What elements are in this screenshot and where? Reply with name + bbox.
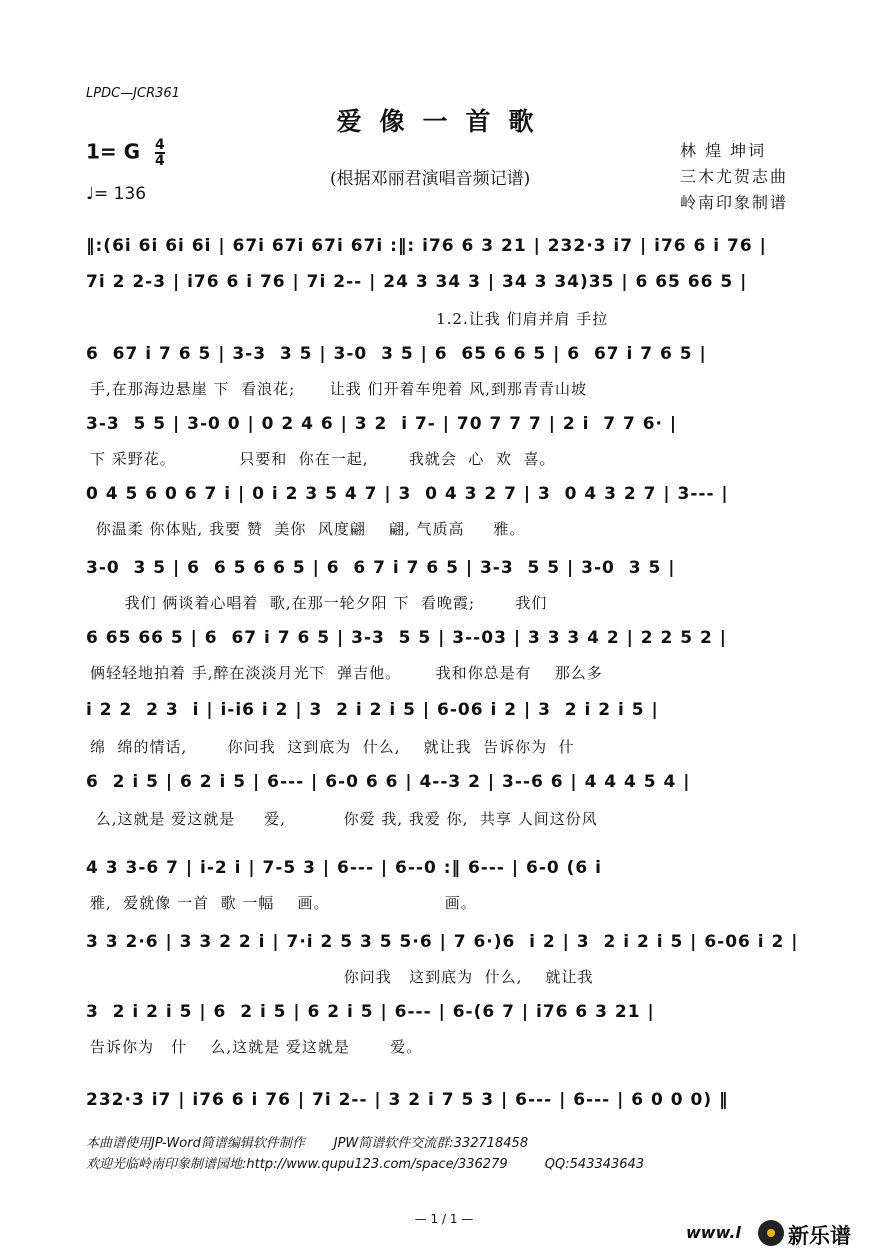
time-denominator: 4 xyxy=(155,153,165,169)
staff-line-8: i 2 2 2 3 i | i-i6 i 2 | 3 2 i 2 i 5 | 6-06 i 2 | 3 2 i 2 i 5 | xyxy=(86,700,659,720)
lyric-line-7: 俩轻轻地拍着 手,醉在淡淡月光下 弹吉他。 我和你总是有 那么多 xyxy=(90,664,603,682)
page-number: — 1 / 1 — xyxy=(414,1212,474,1226)
staff-line-11: 3 3 2·6 | 3 3 2 2 i | 7·i 2 5 3 5 5·6 | 7 6·)6 i 2 | 3 2 i 2 i 5 | 6-06 i 2 | xyxy=(86,932,799,952)
vinyl-disc-icon xyxy=(758,1220,784,1246)
lyric-line-9: 么,这就是 爱这就是 爱, 你爱 我, 我爱 你, 共享 人间这份风 xyxy=(90,810,598,828)
brand-watermark xyxy=(686,1218,882,1248)
lyric-line-8: 绵 绵的情话, 你问我 这到底为 什么, 就让我 告诉你为 什 xyxy=(90,738,575,756)
score-code: LPDC—JCR361 xyxy=(86,86,180,101)
staff-line-1: ‖:(6i 6i 6i 6i | 67i 67i 67i 67i :‖: i76 6 3 21 | 232·3 i7 | i76 6 i 76 | xyxy=(86,236,767,256)
staff-line-6: 3-0 3 5 | 6 6 5 6 6 5 | 6 6 7 i 7 6 5 | 3-3 5 5 | 3-0 3 5 | xyxy=(86,558,676,578)
staff-line-5: 0 4 5 6 0 6 7 i | 0 i 2 3 5 4 7 | 3 0 4 3 2 7 | 3 0 4 3 2 7 | 3--- | xyxy=(86,484,729,504)
subtitle: (根据邓丽君演唱音频记谱) xyxy=(330,169,531,189)
lyric-line-11: 你问我 这到底为 什么, 就让我 xyxy=(90,968,594,986)
lyric-line-4: 下 采野花。 只要和 你在一起, 我就会 心 欢 喜。 xyxy=(90,450,556,468)
footer-software-note: 本曲谱使用JP-Word简谱编辑软件制作 JPW简谱软件交流群:332718458 xyxy=(86,1136,529,1151)
brand-url: www.l xyxy=(686,1223,741,1242)
staff-line-10: 4 3 3-6 7 | i-2 i | 7-5 3 | 6--- | 6--0 :‖ 6--- | 6-0 (6 i xyxy=(86,858,602,878)
footer-website-note: 欢迎光临岭南印象制谱园地:http://www.qupu123.com/space/336279 QQ:543343643 xyxy=(86,1157,645,1172)
staff-line-9: 6 2 i 5 | 6 2 i 5 | 6--- | 6-0 6 6 | 4--3 2 | 3--6 6 | 4 4 4 5 4 | xyxy=(86,772,691,792)
lyric-line-5: 你温柔 你体贴, 我要 赞 美你 风度翩 翩, 气质高 雅。 xyxy=(90,520,526,538)
composer-credit: 三木尤贺志曲 xyxy=(680,167,789,186)
staff-line-2: 7i 2 2-3 | i76 6 i 76 | 7i 2-- | 24 3 34 3 | 34 3 34)35 | 6 65 66 5 | xyxy=(86,272,748,292)
staff-line-7: 6 65 66 5 | 6 67 i 7 6 5 | 3-3 5 5 | 3--03 | 3 3 3 4 2 | 2 2 5 2 | xyxy=(86,628,728,648)
lyric-line-3: 手,在那海边悬崖 下 看浪花; 让我 们开着车兜着 风,到那青青山坡 xyxy=(90,380,588,398)
tempo-marking: ♩= 136 xyxy=(86,184,147,204)
key-signature xyxy=(86,138,165,168)
key-label: 1= G xyxy=(86,139,141,164)
page-title: 爱像一首歌 xyxy=(336,107,552,136)
time-signature xyxy=(155,138,165,168)
staff-line-3: 6 67 i 7 6 5 | 3-3 3 5 | 3-0 3 5 | 6 65 6 6 5 | 6 67 i 7 6 5 | xyxy=(86,344,707,364)
lyric-line-12: 告诉你为 什 么,这就是 爱这就是 爱。 xyxy=(90,1038,423,1056)
staff-line-12: 3 2 i 2 i 5 | 6 2 i 5 | 6 2 i 5 | 6--- | 6-(6 7 | i76 6 3 21 | xyxy=(86,1002,655,1022)
lyric-line-10: 雅, 爱就像 一首 歌 一幅 画。 画。 xyxy=(90,894,477,912)
arranger-credit: 岭南印象制谱 xyxy=(680,193,789,212)
lyric-line-2: 1.2.让我 们肩并肩 手拉 xyxy=(90,310,609,328)
lyric-line-6: 我们 俩谈着心唱着 歌,在那一轮夕阳 下 看晚霞; 我们 xyxy=(90,594,548,612)
staff-line-13: 232·3 i7 | i76 6 i 76 | 7i 2-- | 3 2 i 7 5 3 | 6--- | 6--- | 6 0 0 0) ‖ xyxy=(86,1090,729,1110)
brand-name: 新乐谱 xyxy=(788,1224,851,1248)
staff-line-4: 3-3 5 5 | 3-0 0 | 0 2 4 6 | 3 2 i 7- | 70 7 7 7 | 2 i 7 7 6· | xyxy=(86,414,678,434)
time-numerator: 4 xyxy=(155,137,165,153)
lyricist-credit: 林 煌 坤词 xyxy=(680,141,767,160)
